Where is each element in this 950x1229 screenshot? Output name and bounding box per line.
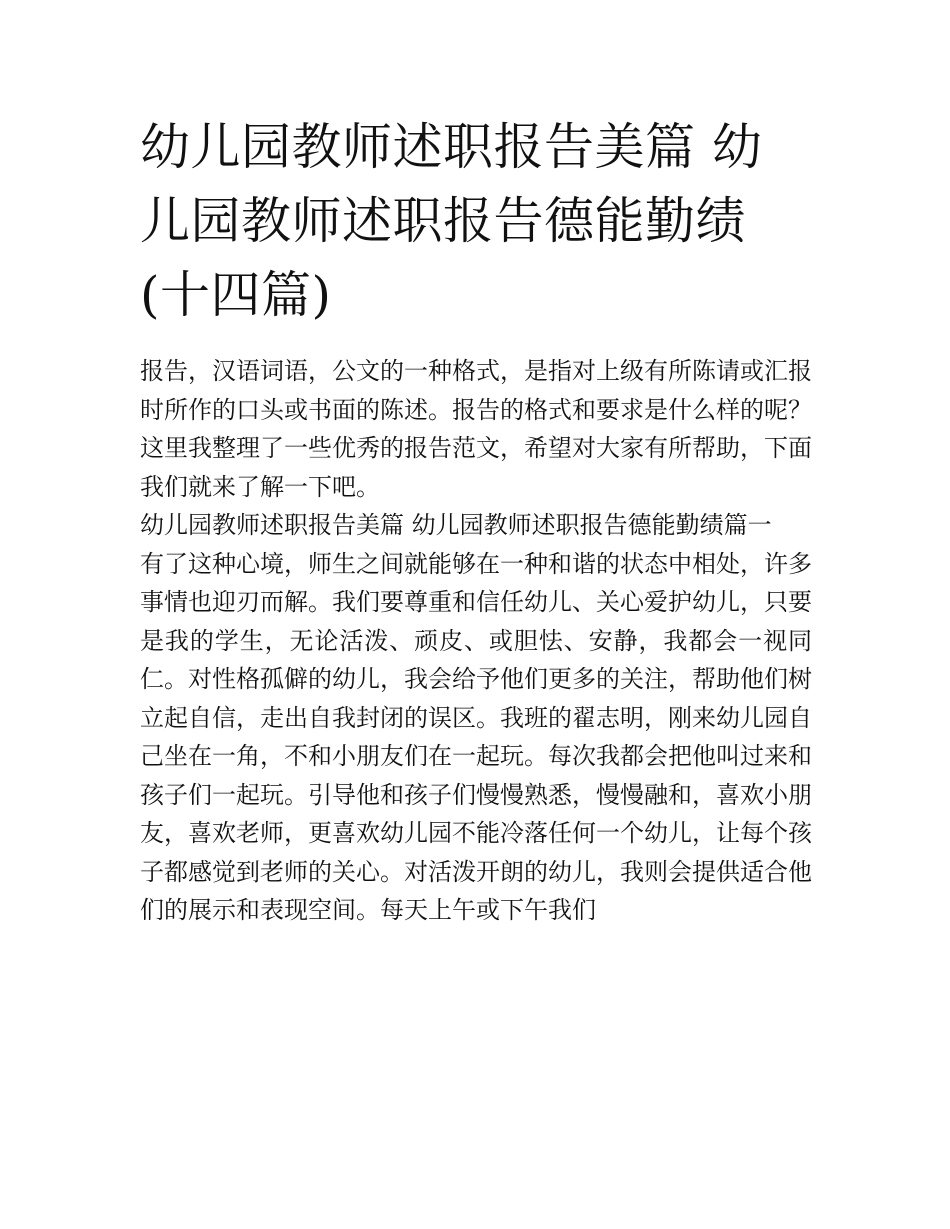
section-heading: 幼儿园教师述职报告美篇 幼儿园教师述职报告德能勤绩篇一 <box>140 511 772 539</box>
document-title: 幼儿园教师述职报告美篇 幼儿园教师述职报告德能勤绩(十四篇) <box>140 118 763 324</box>
body-paragraph: 有了这种心境，师生之间就能够在一种和谐的状态中相处，许多事情也迎刃而解。我们要尊重和信任幼儿、关心爱护幼儿，只要是我的学生，无论活泼、顽皮、或胆怯、安静，我都会一视同仁。对性格孤僻的幼儿，我会给予他们更多的关注，帮助他们树立起自信，走出自我封闭的误区。我班的翟志明，刚来幼儿园自己坐在一角，不和小朋友们在一起玩。每次我都会把他叫过来和孩子们一起玩。引导他和孩子们慢慢熟悉，慢慢融和，喜欢小朋友，喜欢老师，更喜欢幼儿园不能冷落任何一个幼儿，让每个孩子都感觉到老师的关心。对活泼开朗的幼儿，我则会提供适合他们的展示和表现空间。每天上午或下午我们 <box>140 549 812 924</box>
intro-paragraph: 报告，汉语词语，公文的一种格式，是指对上级有所陈请或汇报时所作的口头或书面的陈述。报告的格式和要求是什么样的呢？这里我整理了一些优秀的报告范文，希望对大家有所帮助，下面我们就来了解一下吧。 <box>140 357 812 501</box>
document-content <box>140 110 812 930</box>
